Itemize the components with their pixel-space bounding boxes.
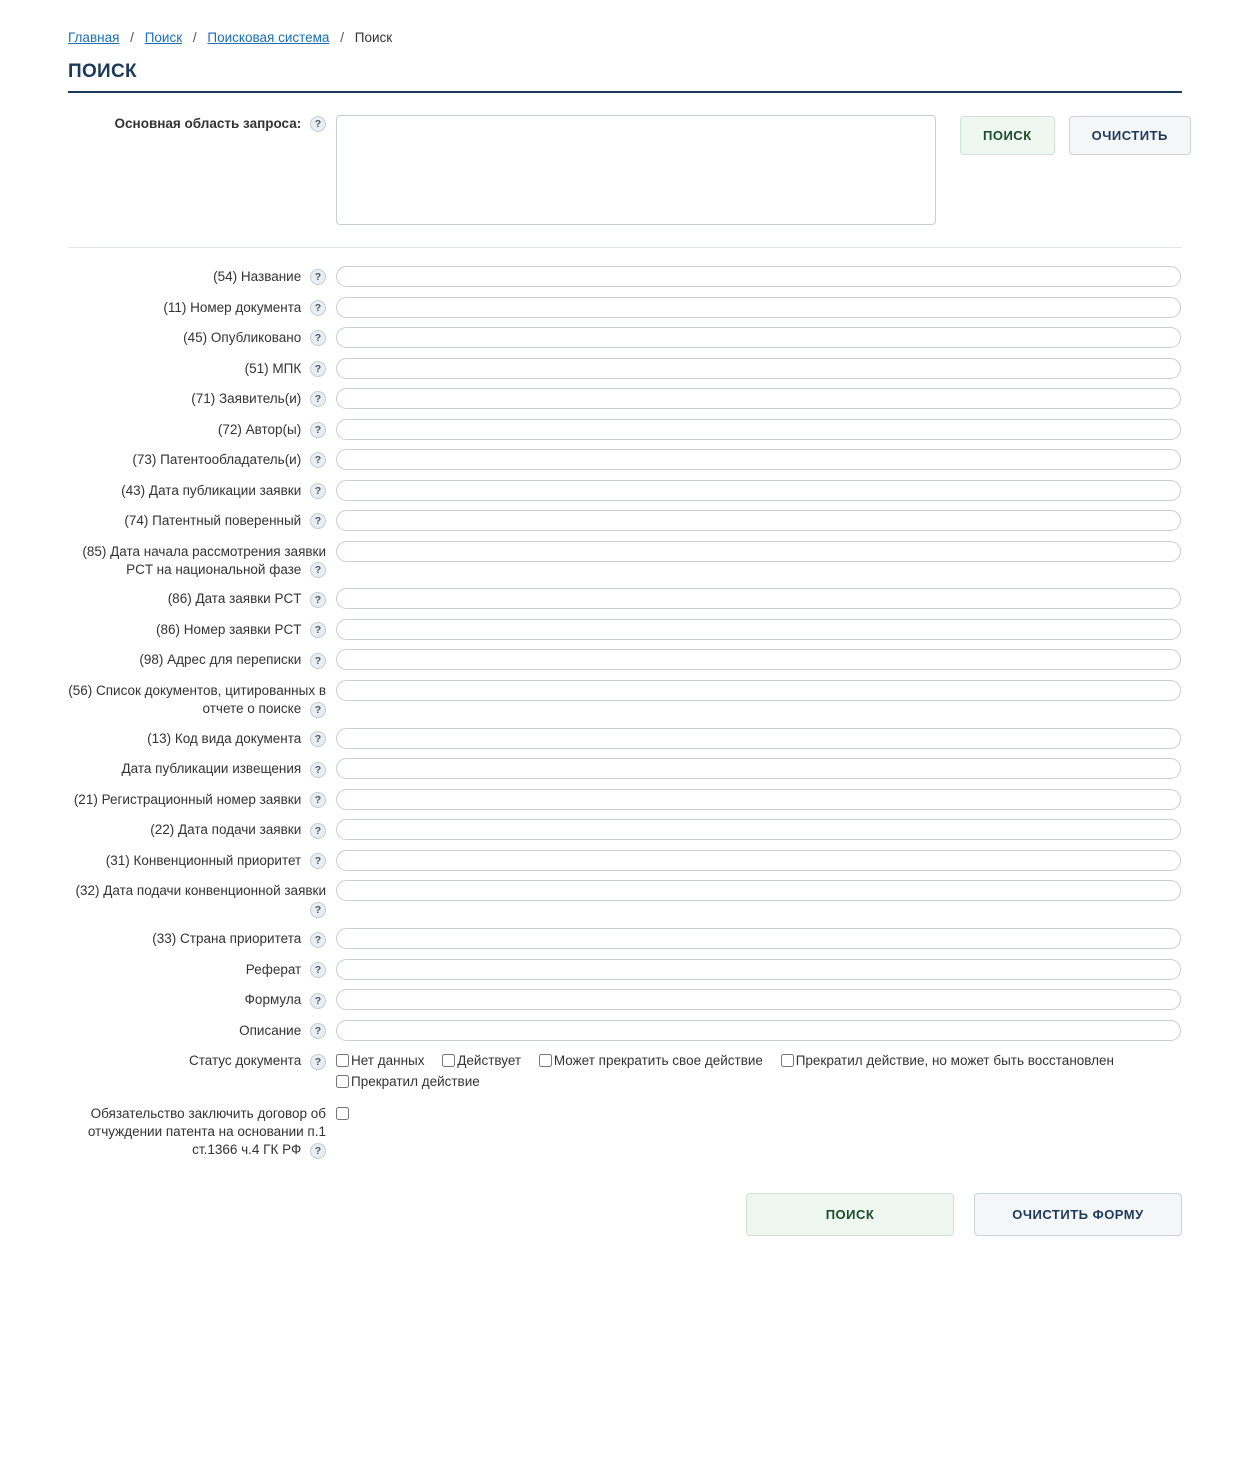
field-row-pct-application-number (68, 619, 1182, 640)
field-label: (74) Патентный поверенный (124, 513, 302, 528)
field-label: (71) Заявитель(и) (191, 391, 302, 406)
field-input-cell (336, 880, 1182, 901)
main-query-input[interactable] (336, 115, 936, 225)
field-input-priority-country[interactable] (336, 928, 1181, 949)
field-label-cell (68, 388, 336, 408)
field-label: (22) Дата подачи заявки (150, 822, 302, 838)
field-input-registration-number[interactable] (336, 789, 1181, 810)
field-input-notice-publication-date[interactable] (336, 758, 1181, 779)
main-query-label-cell (68, 115, 336, 133)
field-input-patent-attorney[interactable] (336, 510, 1181, 531)
field-label-cell (68, 1050, 336, 1070)
field-input-cell (336, 1020, 1182, 1041)
field-label-cell (68, 449, 336, 469)
help-icon[interactable]: ? (310, 932, 326, 948)
document-status-checkbox-group (336, 1050, 1181, 1093)
breadcrumb-item-search-system[interactable]: Поисковая система (207, 30, 330, 45)
field-label: Реферат (245, 961, 302, 977)
field-row-filing-date (68, 819, 1182, 840)
field-row-applicant (68, 388, 1182, 409)
field-row-claims (68, 989, 1182, 1010)
field-label: (11) Номер документа (163, 299, 302, 315)
field-label-cell (68, 880, 336, 918)
field-label: (31) Конвенционный приоритет (105, 852, 302, 868)
field-input-correspondence-address[interactable] (336, 649, 1181, 670)
field-label-cell (68, 928, 336, 948)
field-input-cell (336, 510, 1182, 531)
field-label-cell (68, 789, 336, 809)
field-label-cell (68, 297, 336, 317)
field-input-cell (336, 850, 1182, 871)
field-label: (98) Адрес для переписки (139, 652, 302, 668)
field-label-cell (68, 510, 336, 530)
title-divider (68, 91, 1182, 93)
field-input-pct-application-number[interactable] (336, 619, 1181, 640)
field-input-cell (336, 388, 1182, 409)
field-row-description (68, 1020, 1182, 1041)
field-label: Описание (239, 1022, 302, 1038)
checkbox-input-status-active[interactable] (442, 1054, 455, 1067)
field-input-cell (336, 728, 1182, 749)
field-row-convention-priority (68, 850, 1182, 871)
field-label-cell (68, 358, 336, 378)
form-action-buttons (68, 1193, 1182, 1276)
search-form-button[interactable]: ПОИСК (746, 1193, 954, 1236)
field-label: (43) Дата публикации заявки (121, 482, 302, 498)
field-input-cell (336, 541, 1182, 562)
field-row-notice-publication-date (68, 758, 1182, 779)
help-icon[interactable]: ? (310, 993, 326, 1009)
field-label: Дата публикации извещения (121, 761, 302, 777)
field-input-description[interactable] (336, 1020, 1181, 1041)
field-row-patent-holder (68, 449, 1182, 470)
field-label: (56) Список документов, цитированных в отчете о поиске (68, 682, 326, 717)
field-input-cell (336, 819, 1182, 840)
field-label: (32) Дата подачи конвенционной заявки (75, 883, 326, 899)
breadcrumb-item-current: Поиск (354, 30, 393, 45)
breadcrumb-separator: / (192, 30, 197, 45)
checkbox-input-status-may-cease[interactable] (539, 1054, 552, 1067)
field-input-cell (336, 928, 1182, 949)
clear-form-button[interactable]: ОЧИСТИТЬ ФОРМУ (974, 1193, 1182, 1236)
field-input-cell (336, 297, 1182, 318)
help-icon[interactable]: ? (310, 391, 326, 407)
field-row-application-publication-date (68, 480, 1182, 501)
field-row-obligation (68, 1103, 1182, 1160)
field-row-cited-documents (68, 680, 1182, 718)
field-label: Формула (244, 992, 302, 1008)
field-input-cell (336, 789, 1182, 810)
field-row-correspondence-address (68, 649, 1182, 670)
field-input-cell (336, 327, 1182, 348)
checkbox-status-may-cease[interactable] (539, 1051, 763, 1072)
field-input-cell (336, 588, 1182, 609)
checkbox-status-ceased[interactable] (336, 1072, 480, 1093)
field-row-title (68, 266, 1182, 287)
main-query-row (68, 115, 1182, 225)
help-icon[interactable]: ? (310, 653, 326, 669)
field-row-pct-national-phase-date (68, 541, 1182, 579)
section-divider (68, 247, 1182, 248)
field-input-applicant[interactable] (336, 388, 1181, 409)
field-row-pct-application-date (68, 588, 1182, 609)
help-icon[interactable]: ? (310, 513, 326, 529)
field-input-cell (336, 649, 1182, 670)
field-input-cell (336, 1050, 1182, 1093)
checkbox-status-no-data[interactable] (336, 1051, 425, 1072)
field-label-cell (68, 989, 336, 1009)
field-label: (45) Опубликовано (183, 330, 302, 345)
field-input-published[interactable] (336, 327, 1181, 348)
checkbox-label: Прекратил действие (351, 1074, 480, 1090)
help-icon[interactable]: ? (310, 422, 326, 438)
help-icon[interactable]: ? (310, 902, 326, 918)
help-icon[interactable]: ? (310, 1054, 326, 1070)
help-icon[interactable]: ? (310, 853, 326, 869)
field-input-ipc[interactable] (336, 358, 1181, 379)
field-label: Статус документа (188, 1053, 302, 1069)
field-row-document-number (68, 297, 1182, 318)
field-input-cell (336, 358, 1182, 379)
field-label-cell (68, 649, 336, 669)
help-icon[interactable]: ? (310, 562, 326, 578)
field-label-cell (68, 619, 336, 639)
field-input-document-number[interactable] (336, 297, 1181, 318)
field-input-convention-filing-date[interactable] (336, 880, 1181, 901)
field-label-cell (68, 1103, 336, 1160)
field-label: (13) Код вида документа (147, 730, 302, 746)
checkbox-input-status-ceased[interactable] (336, 1075, 349, 1088)
breadcrumb (68, 30, 1182, 45)
field-label-cell (68, 728, 336, 748)
field-row-document-kind-code (68, 728, 1182, 749)
help-icon[interactable]: ? (310, 592, 326, 608)
field-input-cell (336, 419, 1182, 440)
field-row-document-status (68, 1050, 1182, 1093)
checkbox-input-status-no-data[interactable] (336, 1054, 349, 1067)
help-icon[interactable]: ? (310, 361, 326, 377)
field-label: (33) Страна приоритета (152, 931, 302, 947)
field-label-cell (68, 266, 336, 286)
field-input-abstract[interactable] (336, 959, 1181, 980)
field-row-published (68, 327, 1182, 348)
help-icon[interactable]: ? (310, 622, 326, 638)
field-label-cell (68, 1020, 336, 1040)
breadcrumb-item-search[interactable]: Поиск (144, 30, 183, 45)
field-input-patent-holder[interactable] (336, 449, 1181, 470)
field-input-claims[interactable] (336, 989, 1181, 1010)
help-icon[interactable]: ? (310, 1143, 326, 1159)
field-row-patent-attorney (68, 510, 1182, 531)
field-row-priority-country (68, 928, 1182, 949)
field-input-pct-application-date[interactable] (336, 588, 1181, 609)
help-icon[interactable]: ? (310, 762, 326, 778)
help-icon[interactable]: ? (310, 269, 326, 285)
field-label-cell (68, 327, 336, 347)
field-input-filing-date[interactable] (336, 819, 1181, 840)
breadcrumb-separator: / (130, 30, 134, 45)
field-input-application-publication-date[interactable] (336, 480, 1181, 501)
field-label: (85) Дата начала рассмотрения заявки PCT на национальной фазе (82, 543, 326, 577)
checkbox-label: Прекратил действие, но может быть восстановлен (795, 1053, 1114, 1069)
field-input-document-kind-code[interactable] (336, 728, 1181, 749)
checkbox-label: Действует (457, 1053, 522, 1069)
checkbox-input-obligation[interactable] (336, 1107, 349, 1120)
field-label-cell (68, 819, 336, 839)
field-input-cell (336, 959, 1182, 980)
checkbox-status-ceased-restorable[interactable] (781, 1051, 1114, 1072)
page-title: ПОИСК (68, 61, 137, 82)
checkbox-input-status-ceased-restorable[interactable] (781, 1054, 794, 1067)
field-input-pct-national-phase-date[interactable] (336, 541, 1181, 562)
field-label-cell (68, 541, 336, 579)
help-icon[interactable]: ? (310, 823, 326, 839)
field-input-cell (336, 758, 1182, 779)
field-row-ipc (68, 358, 1182, 379)
checkbox-label: Нет данных (351, 1053, 425, 1069)
field-label-cell (68, 758, 336, 778)
main-query-field-cell (336, 115, 1191, 225)
field-label: (86) Дата заявки PCT (167, 591, 302, 607)
field-row-author (68, 419, 1182, 440)
main-query-buttons (960, 115, 1191, 155)
main-query-label: Основная область запроса: (114, 116, 302, 131)
search-button[interactable]: ПОИСК (960, 116, 1055, 155)
breadcrumb-item-home[interactable]: Главная (68, 30, 120, 45)
field-label: (51) МПК (244, 360, 302, 376)
field-label: (73) Патентообладатель(и) (132, 452, 302, 467)
field-label-cell (68, 680, 336, 718)
field-label: (86) Номер заявки PCT (156, 621, 302, 637)
field-input-cell (336, 619, 1182, 640)
breadcrumb-separator: / (340, 30, 344, 45)
help-icon[interactable]: ? (310, 483, 326, 499)
field-label: (72) Автор(ы) (217, 421, 302, 437)
field-row-abstract (68, 959, 1182, 980)
field-input-cell (336, 1103, 1182, 1121)
help-icon[interactable]: ? (310, 702, 326, 718)
field-input-cited-documents[interactable] (336, 680, 1181, 701)
field-label: (21) Регистрационный номер заявки (73, 791, 302, 807)
field-input-title[interactable] (336, 266, 1181, 287)
checkbox-label: Может прекратить свое действие (553, 1053, 763, 1069)
field-label-cell (68, 850, 336, 870)
field-label-cell (68, 588, 336, 608)
field-row-registration-number (68, 789, 1182, 810)
field-input-cell (336, 680, 1182, 701)
field-label-cell (68, 419, 336, 439)
field-input-convention-priority[interactable] (336, 850, 1181, 871)
help-icon[interactable]: ? (310, 962, 326, 978)
field-label: (54) Название (213, 269, 302, 284)
field-input-cell (336, 989, 1182, 1010)
field-input-author[interactable] (336, 419, 1181, 440)
clear-button[interactable]: ОЧИСТИТЬ (1069, 116, 1191, 155)
help-icon[interactable]: ? (310, 792, 326, 808)
field-input-cell (336, 266, 1182, 287)
help-icon[interactable]: ? (310, 1023, 326, 1039)
field-label: Обязательство заключить договор об отчуждении патента на основании п.1 ст.1366 ч.4 ГК РФ (87, 1105, 326, 1158)
help-icon[interactable]: ? (310, 452, 326, 468)
field-row-convention-filing-date (68, 880, 1182, 918)
field-label-cell (68, 959, 336, 979)
help-icon[interactable]: ? (310, 731, 326, 747)
field-input-cell (336, 480, 1182, 501)
checkbox-status-active[interactable] (442, 1051, 521, 1072)
help-icon[interactable]: ? (310, 330, 326, 346)
field-label-cell (68, 480, 336, 500)
help-icon[interactable]: ? (310, 116, 326, 132)
field-input-cell (336, 449, 1182, 470)
help-icon[interactable]: ? (310, 300, 326, 316)
